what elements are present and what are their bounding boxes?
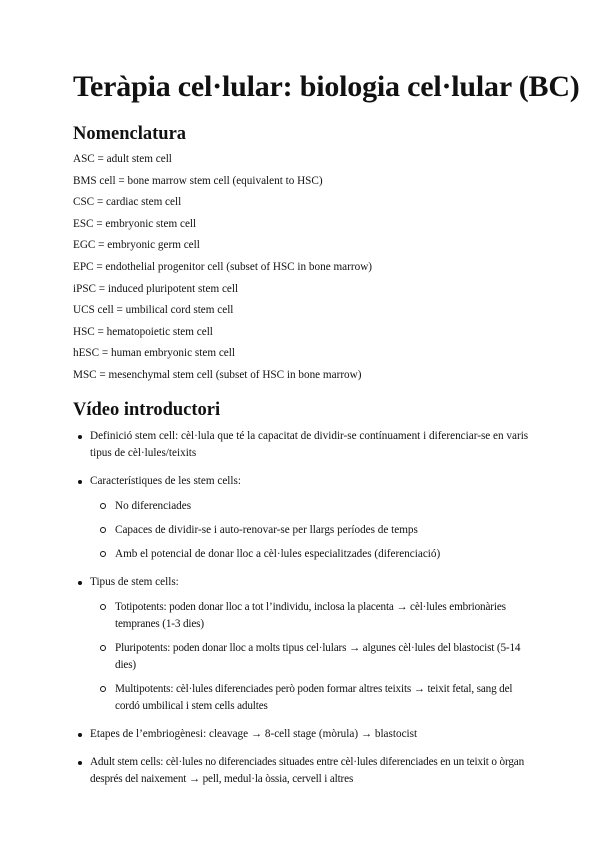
heading-nomenclatura: Nomenclatura [73, 124, 187, 144]
nomenclature-item: CSC = cardiac stem cell [73, 196, 182, 209]
nomenclature-item: EPC = endothelial progenitor cell (subset of HSC in bone marrow) [73, 260, 372, 273]
nomenclature-item: ASC = adult stem cell [73, 153, 172, 165]
bullet-adult [73, 754, 533, 788]
bullet-text: Tipus de stem cells: [90, 576, 179, 588]
bullet-caracteristiques [73, 473, 533, 563]
sub-bullet-item: Capaces de dividir-se i auto-renovar-se per llargs períodes de temps [98, 522, 533, 539]
nomenclature-item: hESC = human embryonic stem cell [73, 347, 235, 360]
bullet-etapes [73, 726, 533, 743]
bullet-text: Etapes de l’embriogènesi: cleavage → 8-cell stage (mòrula) → blastocist [90, 728, 418, 740]
document-title: Teràpia cel·lular: biologia cel·lular (BC) [73, 70, 580, 103]
sub-bullet-item: No diferenciades [98, 498, 533, 515]
sub-bullet-item: Multipotents: cèl·lules diferenciades però poden formar altres teixits → teixit fetal, sang del cordó umbilical i stem cells adultes [98, 681, 533, 715]
bullet-text: Adult stem cells: cèl·lules no diferenciades situades entre cèl·lules diferenciades en un teixit o òrgan després del naixement → pell, medul·la òssia, cervell i altres [90, 756, 525, 785]
bullet-definicio [73, 428, 533, 462]
sub-bullet-item: Pluripotents: poden donar lloc a molts tipus cel·lulars → algunes cèl·lules del blastocist (5-14 dies) [98, 640, 533, 674]
nomenclature-item: HSC = hematopoietic stem cell [73, 325, 213, 338]
nomenclature-list [73, 150, 372, 388]
sub-bullet-list [98, 599, 533, 715]
nomenclature-item: EGC = embryonic germ cell [73, 239, 200, 252]
nomenclature-item: UCS cell = umbilical cord stem cell [73, 304, 234, 317]
bullet-text: Definició stem cell: cèl·lula que té la capacitat de dividir-se contínuament i diferenciar-se en varis tipus de cèl·lules/teixits [90, 430, 529, 459]
nomenclature-item: MSC = mesenchymal stem cell (subset of HSC in bone marrow) [73, 368, 362, 381]
nomenclature-item: BMS cell = bone marrow stem cell (equivalent to HSC) [73, 174, 323, 187]
bullet-tipus [73, 574, 533, 715]
nomenclature-item: ESC = embryonic stem cell [73, 217, 197, 230]
nomenclature-item: iPSC = induced pluripotent stem cell [73, 282, 239, 295]
sub-bullet-list [98, 498, 533, 563]
sub-bullet-item: Amb el potencial de donar lloc a cèl·lules especialitzades (diferenciació) [98, 546, 533, 563]
heading-video-introductori: Vídeo introductori [73, 400, 221, 420]
sub-bullet-item: Totipotents: poden donar lloc a tot l’individu, inclosa la placenta → cèl·lules embrionàries tempranes (1-3 dies) [98, 599, 533, 633]
video-bullet-list [73, 428, 533, 799]
bullet-text: Característiques de les stem cells: [90, 475, 241, 487]
